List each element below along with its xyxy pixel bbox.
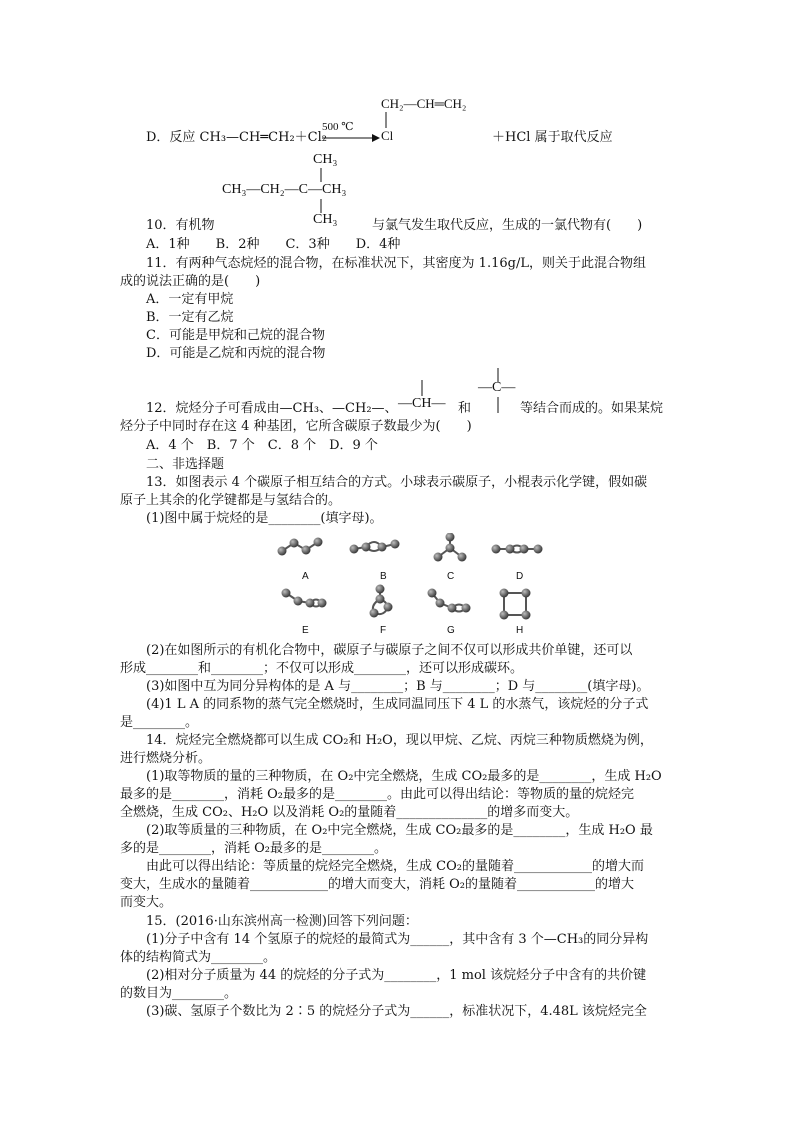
q11-stem-2: 成的说法正确的是( ) — [120, 274, 261, 289]
q15-part-2a: (2)相对分子质量为 44 的烷烃的分子式为________，1 mol 该烷烃分子中含有的共价键 — [146, 968, 647, 983]
q10-ch3-top: CH₃ — [313, 152, 338, 167]
q12-and: 和 — [458, 401, 472, 416]
q15-intro: 15．(2016·山东滨州高一检测)回答下列问题： — [146, 914, 418, 929]
q12-ch-bond — [418, 380, 426, 396]
q14-part-2b: 多的是________，消耗 O₂最多的是________。 — [120, 841, 388, 856]
q14-part-1a: (1)取等物质的量的三种物质，在 O₂中完全燃烧，生成 CO₂最多的是________，生成 H₂O — [146, 769, 662, 784]
q14-conclusion-2: 变大，生成水的量随着____________的增大而变大，消耗 O₂的量随着____________的增大 — [120, 877, 635, 892]
q12-ch-group: —CH— — [398, 396, 446, 411]
q13-intro-1: 13．如图表示 4 个碳原子相互结合的方式。小球表示碳原子，小棍表示化学键，假如碳 — [146, 475, 648, 490]
q15-part-1b: 体的结构简式为________。 — [120, 950, 277, 965]
q13-part-3: (3)如图中互为同分异构体的是 A 与________；B 与________；D 与________(填字母)。 — [146, 679, 650, 694]
q11-option-d: D．可能是乙烷和丙烷的混合物 — [146, 346, 326, 361]
q12-prefix: 12．烷烃分子可看成由—CH₃、—CH₂—、 — [146, 401, 398, 416]
label-h: H — [516, 625, 524, 636]
q13-part-4b: 是________。 — [120, 715, 199, 730]
q13-part-1: (1)图中属于烷烃的是________(填字母)。 — [146, 511, 383, 526]
product-cl: Cl — [381, 128, 394, 143]
section-title: 二、非选择题 — [146, 457, 225, 472]
q14-part-2a: (2)取等质量的三种物质，在 O₂中完全燃烧，生成 CO₂最多的是________，生成 H₂O 最 — [146, 823, 653, 838]
q11-option-a: A．一定有甲烷 — [146, 292, 234, 307]
q13-part-4a: (4)1 L A 的同系物的蒸气完全燃烧时，生成同温同压下 4 L 的水蒸气，该烷烃的分子式 — [146, 697, 649, 712]
label-d: D — [516, 571, 524, 582]
q14-conclusion-1: 由此可以得出结论：等质量的烷烃完全燃烧，生成 CO₂的量随着____________的增大而 — [146, 859, 644, 874]
q14-intro-2: 进行燃烧分析。 — [120, 751, 212, 766]
label-e: E — [302, 625, 309, 636]
q15-part-2b: 的数目为________。 — [120, 986, 238, 1001]
q11-option-b: B．一定有乙烷 — [146, 310, 234, 325]
q13-part-2b: 形成________和________；不仅可以形成________，还可以形成碳环。 — [120, 661, 524, 676]
q13-intro-2: 原子上其余的化学键都是与氢结合的。 — [120, 493, 342, 508]
q10-suffix: 与氯气发生取代反应，生成的一氯代物有( ) — [372, 218, 643, 233]
product-chain: CH₂—CH═CH₂ — [381, 96, 467, 111]
q10-options: A．1种 B．2种 C．3种 D．4种 — [146, 237, 401, 252]
q10-ch3-bottom: CH₃ — [313, 212, 338, 227]
q12-stem-2: 烃分子中同时存在这 4 种基团，它所含碳原子数最少为( ) — [120, 419, 472, 434]
q10-bond-top — [318, 168, 324, 182]
reaction-arrow — [320, 131, 380, 145]
label-c: C — [447, 571, 455, 582]
q10-bond-bottom — [318, 199, 324, 213]
q13-part-2a: (2)在如图所示的有机化合物中，碳原子与碳原子之间不仅可以形成共价单键，还可以 — [146, 643, 633, 658]
label-a: A — [302, 571, 309, 582]
q14-part-1b: 最多的是________，消耗 O₂最多的是________。由此可以得出结论：等物质的量的烷烃完 — [120, 787, 635, 802]
q14-part-1c: 全燃烧，生成 CO₂、H₂O 以及消耗 O₂的量随着______________的增多而变大。 — [120, 805, 579, 820]
reaction-condition: 500 ℃ — [322, 121, 354, 133]
q11-stem-1: 11．有两种气态烷烃的混合物，在标准状况下，其密度为 1.16g/L，则关于此混合物组 — [146, 256, 646, 271]
q10-main-chain: CH₃—CH₂—C—CH₃ — [222, 182, 347, 197]
product-bond — [383, 112, 389, 128]
q12-c-bond-bottom — [494, 397, 502, 413]
q15-part-3: (3)碳、氢原子个数比为 2∶5 的烷烃分子式为______，标准状况下，4.48L 该烷烃完全 — [146, 1004, 647, 1019]
option-d-suffix: ＋HCl 属于取代反应 — [492, 130, 613, 145]
q12-suffix: 等结合而成的。如果某烷 — [520, 401, 664, 416]
label-b: B — [380, 571, 387, 582]
option-d-prefix: D．反应 CH₃—CH═CH₂＋Cl₂ — [146, 130, 327, 145]
q14-intro-1: 14．烷烃完全燃烧都可以生成 CO₂和 H₂O，现以甲烷、乙烷、丙烷三种物质燃烧为例， — [146, 733, 653, 748]
q10-prefix: 10．有机物 — [146, 218, 215, 233]
q12-c-group: —C— — [478, 380, 516, 395]
q11-option-c: C．可能是甲烷和己烷的混合物 — [146, 328, 325, 343]
label-g: G — [447, 625, 455, 636]
q14-conclusion-3: 而变大。 — [120, 895, 173, 910]
q12-options: A．4 个 B．7 个 C．8 个 D．9 个 — [146, 438, 378, 453]
label-f: F — [380, 625, 387, 636]
q15-part-1a: (1)分子中含有 14 个氢原子的烷烃的最简式为______，其中含有 3 个—CH₃的同分异构 — [146, 932, 649, 947]
